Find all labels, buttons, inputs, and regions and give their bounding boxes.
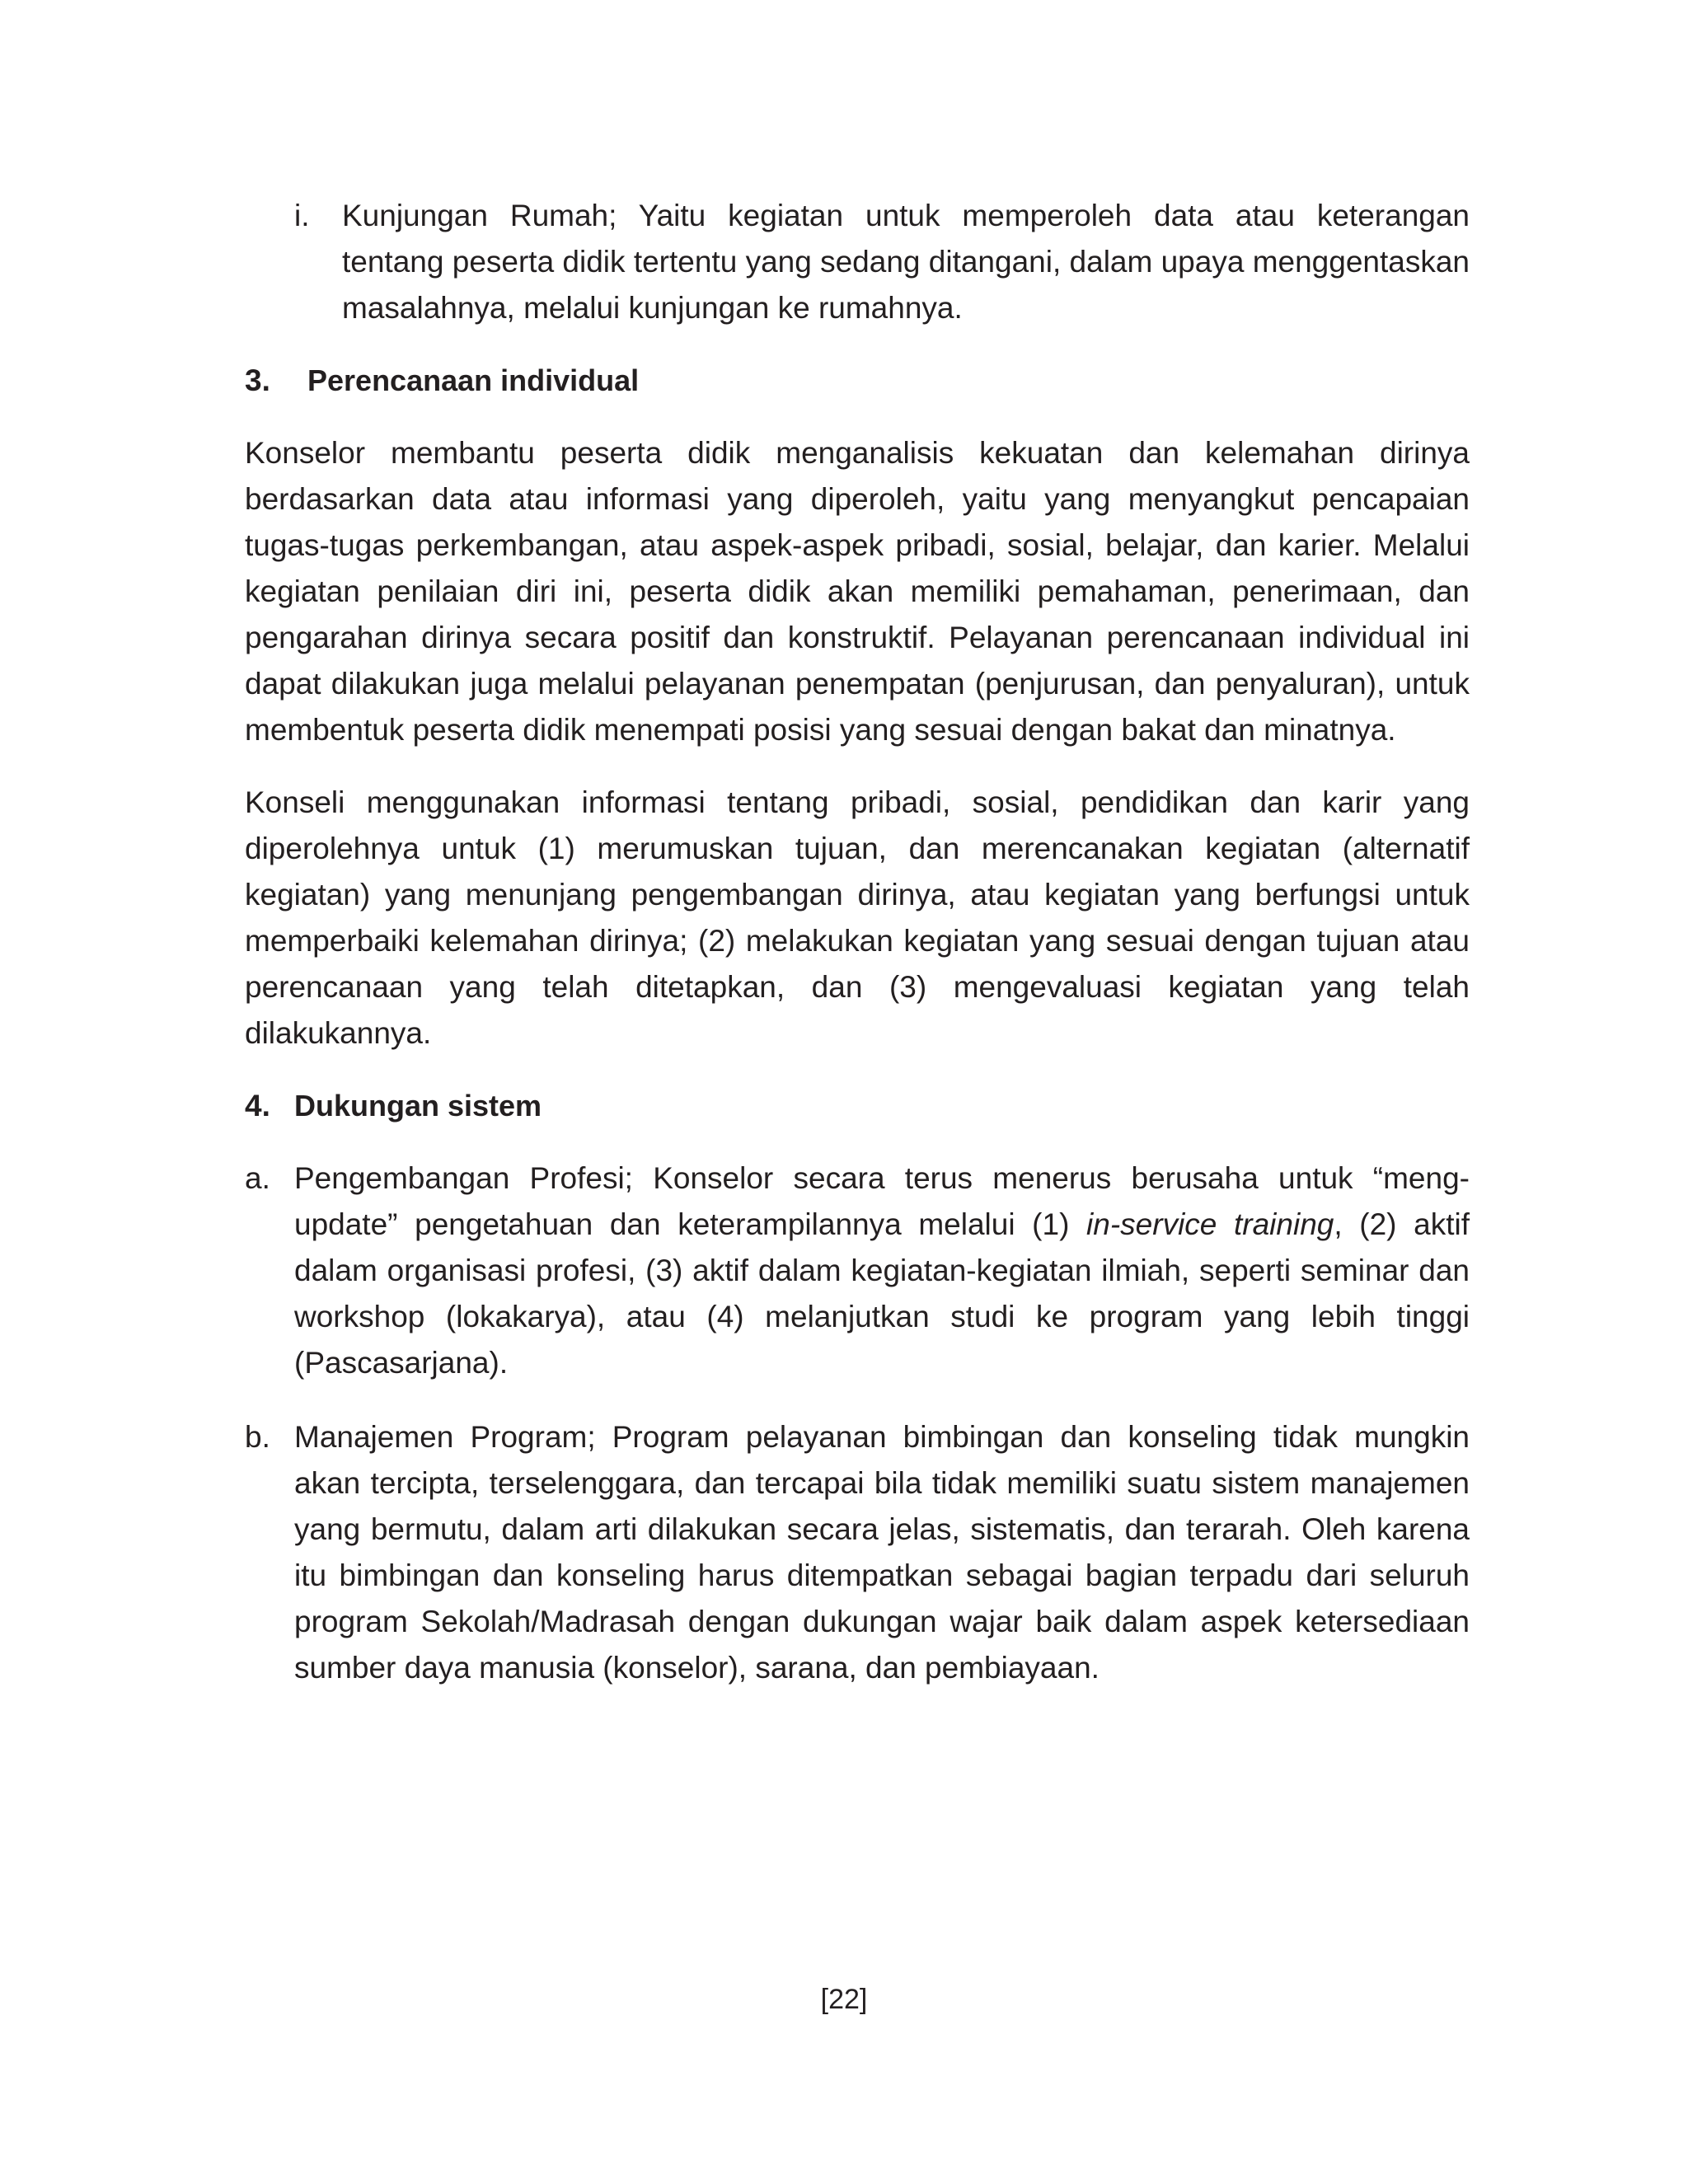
list-item-text xyxy=(294,1155,1470,1386)
list-item-a xyxy=(245,1155,1470,1386)
page-number: [22] xyxy=(820,1984,868,2015)
paragraph-2: Konseli menggunakan informasi tentang pribadi, sosial, pendidikan dan karir yang diperolehnya untuk (1) merumuskan tujuan, dan merencanakan kegiatan (alternatif kegiatan) yang menunjang pengembangan dirinya, atau kegiatan yang berfungsi untuk memperbaiki kelemahan dirinya; (2) melakukan kegiatan yang sesuai dengan tujuan atau perencanaan yang telah ditetapkan, dan (3) mengevaluasi kegiatan yang telah dilakukannya. xyxy=(245,785,1470,1050)
italic-term: in-service training xyxy=(1086,1207,1334,1241)
text-segment: , (2) aktif dalam organisasi profesi, (3) aktif dalam kegiatan-kegiatan ilmiah, seperti seminar dan workshop (lokakarya), atau (4) melanjutkan studi ke program yang lebih tinggi (Pascasarjana). xyxy=(294,1207,1470,1380)
list-item-text: Kunjungan Rumah; Yaitu kegiatan untuk memperoleh data atau keterangan tentang peserta didik tertentu yang sedang ditangani, dalam upaya menggentaskan masalahnya, melalui kunjungan ke rumahnya. xyxy=(342,199,1470,325)
list-item-text: Manajemen Program; Program pelayanan bimbingan dan konseling tidak mungkin akan tercipta, terselenggara, dan tercapai bila tidak memiliki suatu sistem manajemen yang bermutu, dalam arti dilakukan secara jelas, sistematis, dan terarah. Oleh karena itu bimbingan dan konseling harus ditempatkan sebagai bagian terpadu dari seluruh program Sekolah/Madrasah dengan dukungan wajar baik dalam aspek ketersediaan sumber daya manusia (konselor), sarana, dan pembiayaan. xyxy=(294,1420,1470,1685)
section-title: Dukungan sistem xyxy=(294,1089,542,1122)
list-item-b xyxy=(245,1414,1470,1691)
text-segment: Pengembangan Profesi; Konselor secara terus menerus berusaha untuk “meng-update” pengetahuan dan keterampilannya melalui (1) xyxy=(294,1161,1470,1241)
list-marker: i. xyxy=(294,199,310,232)
list-marker: a. xyxy=(245,1161,270,1195)
paragraph-1: Konselor membantu peserta didik menganalisis kekuatan dan kelemahan dirinya berdasarkan data atau informasi yang diperoleh, yaitu yang menyangkut pencapaian tugas-tugas perkembangan, atau aspek-aspek pribadi, sosial, belajar, dan karier. Melalui kegiatan penilaian diri ini, peserta didik akan memiliki pemahaman, penerimaan, dan pengarahan dirinya secara positif dan konstruktif. Pelayanan perencanaan individual ini dapat dilakukan juga melalui pelayanan penempatan (penjurusan, dan penyaluran), untuk membentuk peserta didik menempati posisi yang sesuai dengan bakat dan minatnya. xyxy=(245,436,1470,747)
page-content xyxy=(245,193,1470,1691)
section-title: Perencanaan individual xyxy=(307,363,640,397)
section-number: 4. xyxy=(245,1089,270,1122)
section-heading-4 xyxy=(245,1083,1470,1129)
section-number: 3. xyxy=(245,363,270,397)
section-heading-3 xyxy=(245,358,1470,404)
list-item-i xyxy=(294,193,1470,331)
list-marker: b. xyxy=(245,1420,270,1454)
